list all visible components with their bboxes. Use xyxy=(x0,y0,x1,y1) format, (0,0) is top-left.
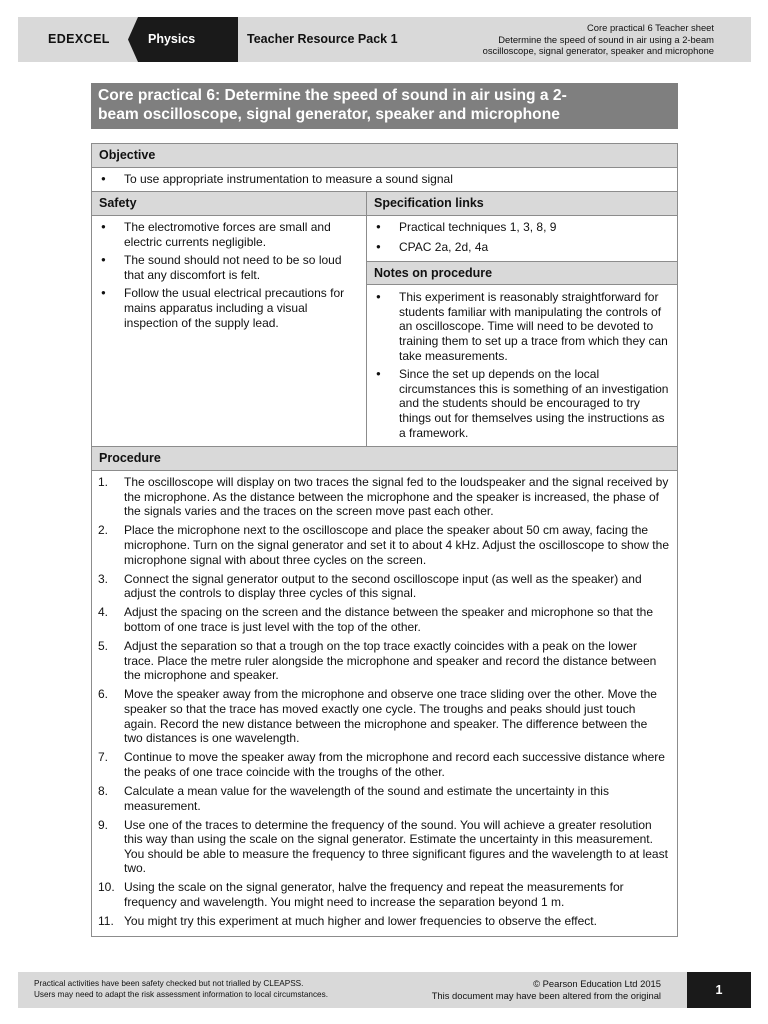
step-text: Adjust the separation so that a trough on the top trace exactly coincides with a peak on the lower trace. Place the metre ruler alongside the microphone and speaker and record the distance between the microphone and speaker. xyxy=(124,639,657,683)
safety-item: ● The sound should not need to be so loud that any discomfort is felt. xyxy=(92,253,358,282)
procedure-step xyxy=(92,687,669,745)
objective-item: ● To use appropriate instrumentation to measure a sound signal xyxy=(92,172,677,187)
procedure-step xyxy=(92,914,669,929)
step-text: Connect the signal generator output to the second oscilloscope input (as well as the speaker) and adjust the controls to display three cycles of this signal. xyxy=(124,571,642,601)
practical-table xyxy=(91,143,678,937)
procedure-step xyxy=(92,605,669,634)
subject-tab xyxy=(128,17,248,62)
step-text: Calculate a mean value for the wavelength of the sound and estimate the uncertainty in this measurement. xyxy=(124,783,609,813)
notes-item: ● This experiment is reasonably straightforward for students familiar with manipulating the controls of an oscilloscope. Time will need to be devoted to training them to set up a trace from which they can take measurements. xyxy=(367,290,669,363)
objective-row xyxy=(92,168,677,192)
sheet-subtitle-line2: oscilloscope, signal generator, speaker and microphone xyxy=(482,45,714,56)
copyright-block xyxy=(432,978,661,1001)
page-footer xyxy=(18,972,751,1008)
sheet-info xyxy=(483,22,714,57)
safety-item: ● Follow the usual electrical precautions for mains apparatus including a visual inspection of the supply lead. xyxy=(92,286,358,330)
objective-heading: Objective xyxy=(92,144,677,168)
safety-item: ● The electromotive forces are small and electric currents negligible. xyxy=(92,220,358,249)
step-text: Move the speaker away from the microphone and observe one trace sliding over the other. Move the speaker so that the trace has moved exactly one cycle. The troughs and peaks should just touch again. Record the new distance between the microphone and speaker. The difference between the two distances is one wavelength. xyxy=(124,687,657,746)
step-text: Place the microphone next to the oscilloscope and place the speaker about 50 cm away, facing the microphone. Turn on the signal generator and set it to about 4 kHz. Adjust the oscilloscope to show the microphone signal with about three cycles on the screen. xyxy=(124,523,669,567)
altered-note: This document may have been altered from the original xyxy=(431,989,661,1001)
notes-heading: Notes on procedure xyxy=(367,261,677,285)
sheet-type: Core practical 6 Teacher sheet xyxy=(587,22,714,33)
step-number: 4. xyxy=(98,605,109,620)
step-number: 8. xyxy=(98,783,109,798)
page-title xyxy=(91,83,678,129)
procedure-step xyxy=(92,523,669,567)
step-text: You might try this experiment at much higher and lower frequencies to observe the effect. xyxy=(124,914,597,929)
step-number: 7. xyxy=(98,750,109,765)
copyright-text: © Pearson Education Ltd 2015 xyxy=(533,978,661,989)
procedure-step xyxy=(92,818,669,876)
board-name: EDEXCEL xyxy=(48,32,110,46)
step-text: The oscilloscope will display on two traces the signal fed to the loudspeaker and the signal received by the microphone. As the distance between the microphone and the speaker is increased, the phase of the signals varies and the traces on the screen move past each other. xyxy=(124,475,669,519)
step-number: 11. xyxy=(98,914,114,929)
sheet-subtitle-line1: Determine the speed of sound in air using a 2-beam xyxy=(498,33,714,45)
subject-label: Physics xyxy=(148,32,196,46)
spec-link-item: ● Practical techniques 1, 3, 8, 9 xyxy=(367,220,669,235)
notes-list xyxy=(367,285,677,446)
safety-heading: Safety xyxy=(92,192,366,216)
disclaimer-line2: Users may need to adapt the risk assessment information to local circumstances. xyxy=(34,989,328,999)
step-number: 3. xyxy=(98,571,109,586)
resource-pack-title: Teacher Resource Pack 1 xyxy=(247,32,398,46)
step-text: Adjust the spacing on the screen and the distance between the speaker and microphone so that the bottom of one trace is just level with the top of the other. xyxy=(124,605,654,634)
step-number: 2. xyxy=(98,523,109,538)
spec-links-list xyxy=(367,216,677,261)
step-number: 5. xyxy=(98,639,109,654)
procedure-step xyxy=(92,639,669,683)
procedure-step xyxy=(92,880,669,909)
step-number: 1. xyxy=(98,475,109,490)
step-number: 6. xyxy=(98,687,109,702)
step-text: Using the scale on the signal generator, halve the frequency and repeat the measurements for frequency and wavelength. You might need to increase the separation beyond 1 m. xyxy=(124,880,624,910)
spec-notes-column xyxy=(367,192,677,446)
spec-links-heading: Specification links xyxy=(367,192,677,216)
procedure-list xyxy=(92,471,677,936)
procedure-step xyxy=(92,572,669,601)
safety-spec-section xyxy=(92,192,677,447)
spec-link-item: ● CPAC 2a, 2d, 4a xyxy=(367,240,669,255)
safety-list xyxy=(92,216,366,340)
step-number: 9. xyxy=(98,817,109,832)
page-number: 1 xyxy=(687,972,751,1008)
procedure-step xyxy=(92,750,669,779)
procedure-step xyxy=(92,475,669,519)
title-line1: Core practical 6: Determine the speed of sound in air using a 2- xyxy=(98,87,567,104)
disclaimer-line1: Practical activities have been safety checked but not trialled by CLEAPSS. xyxy=(34,979,304,988)
notes-item: ● Since the set up depends on the local circumstances this is something of an investigation and the students should be encouraged to try things out for themselves using the instructions as a framework. xyxy=(367,367,669,440)
step-number: 10. xyxy=(98,880,115,895)
step-text: Continue to move the speaker away from the microphone and record each successive distance where the peaks of one trace coincide with the troughs of the other. xyxy=(124,750,665,779)
safety-disclaimer xyxy=(34,979,328,1000)
page-header xyxy=(18,17,751,62)
safety-column xyxy=(92,192,367,446)
procedure-step xyxy=(92,784,669,813)
step-text: Use one of the traces to determine the frequency of the sound. You will achieve a greater resolution this way than using the scale on the signal generator. Estimate the uncertainty in this measurement. You should be able to measure the frequency to three significant figures and the wavelength to at least two. xyxy=(124,817,668,876)
title-line2: beam oscilloscope, signal generator, speaker and microphone xyxy=(98,106,560,123)
procedure-heading: Procedure xyxy=(92,447,677,471)
